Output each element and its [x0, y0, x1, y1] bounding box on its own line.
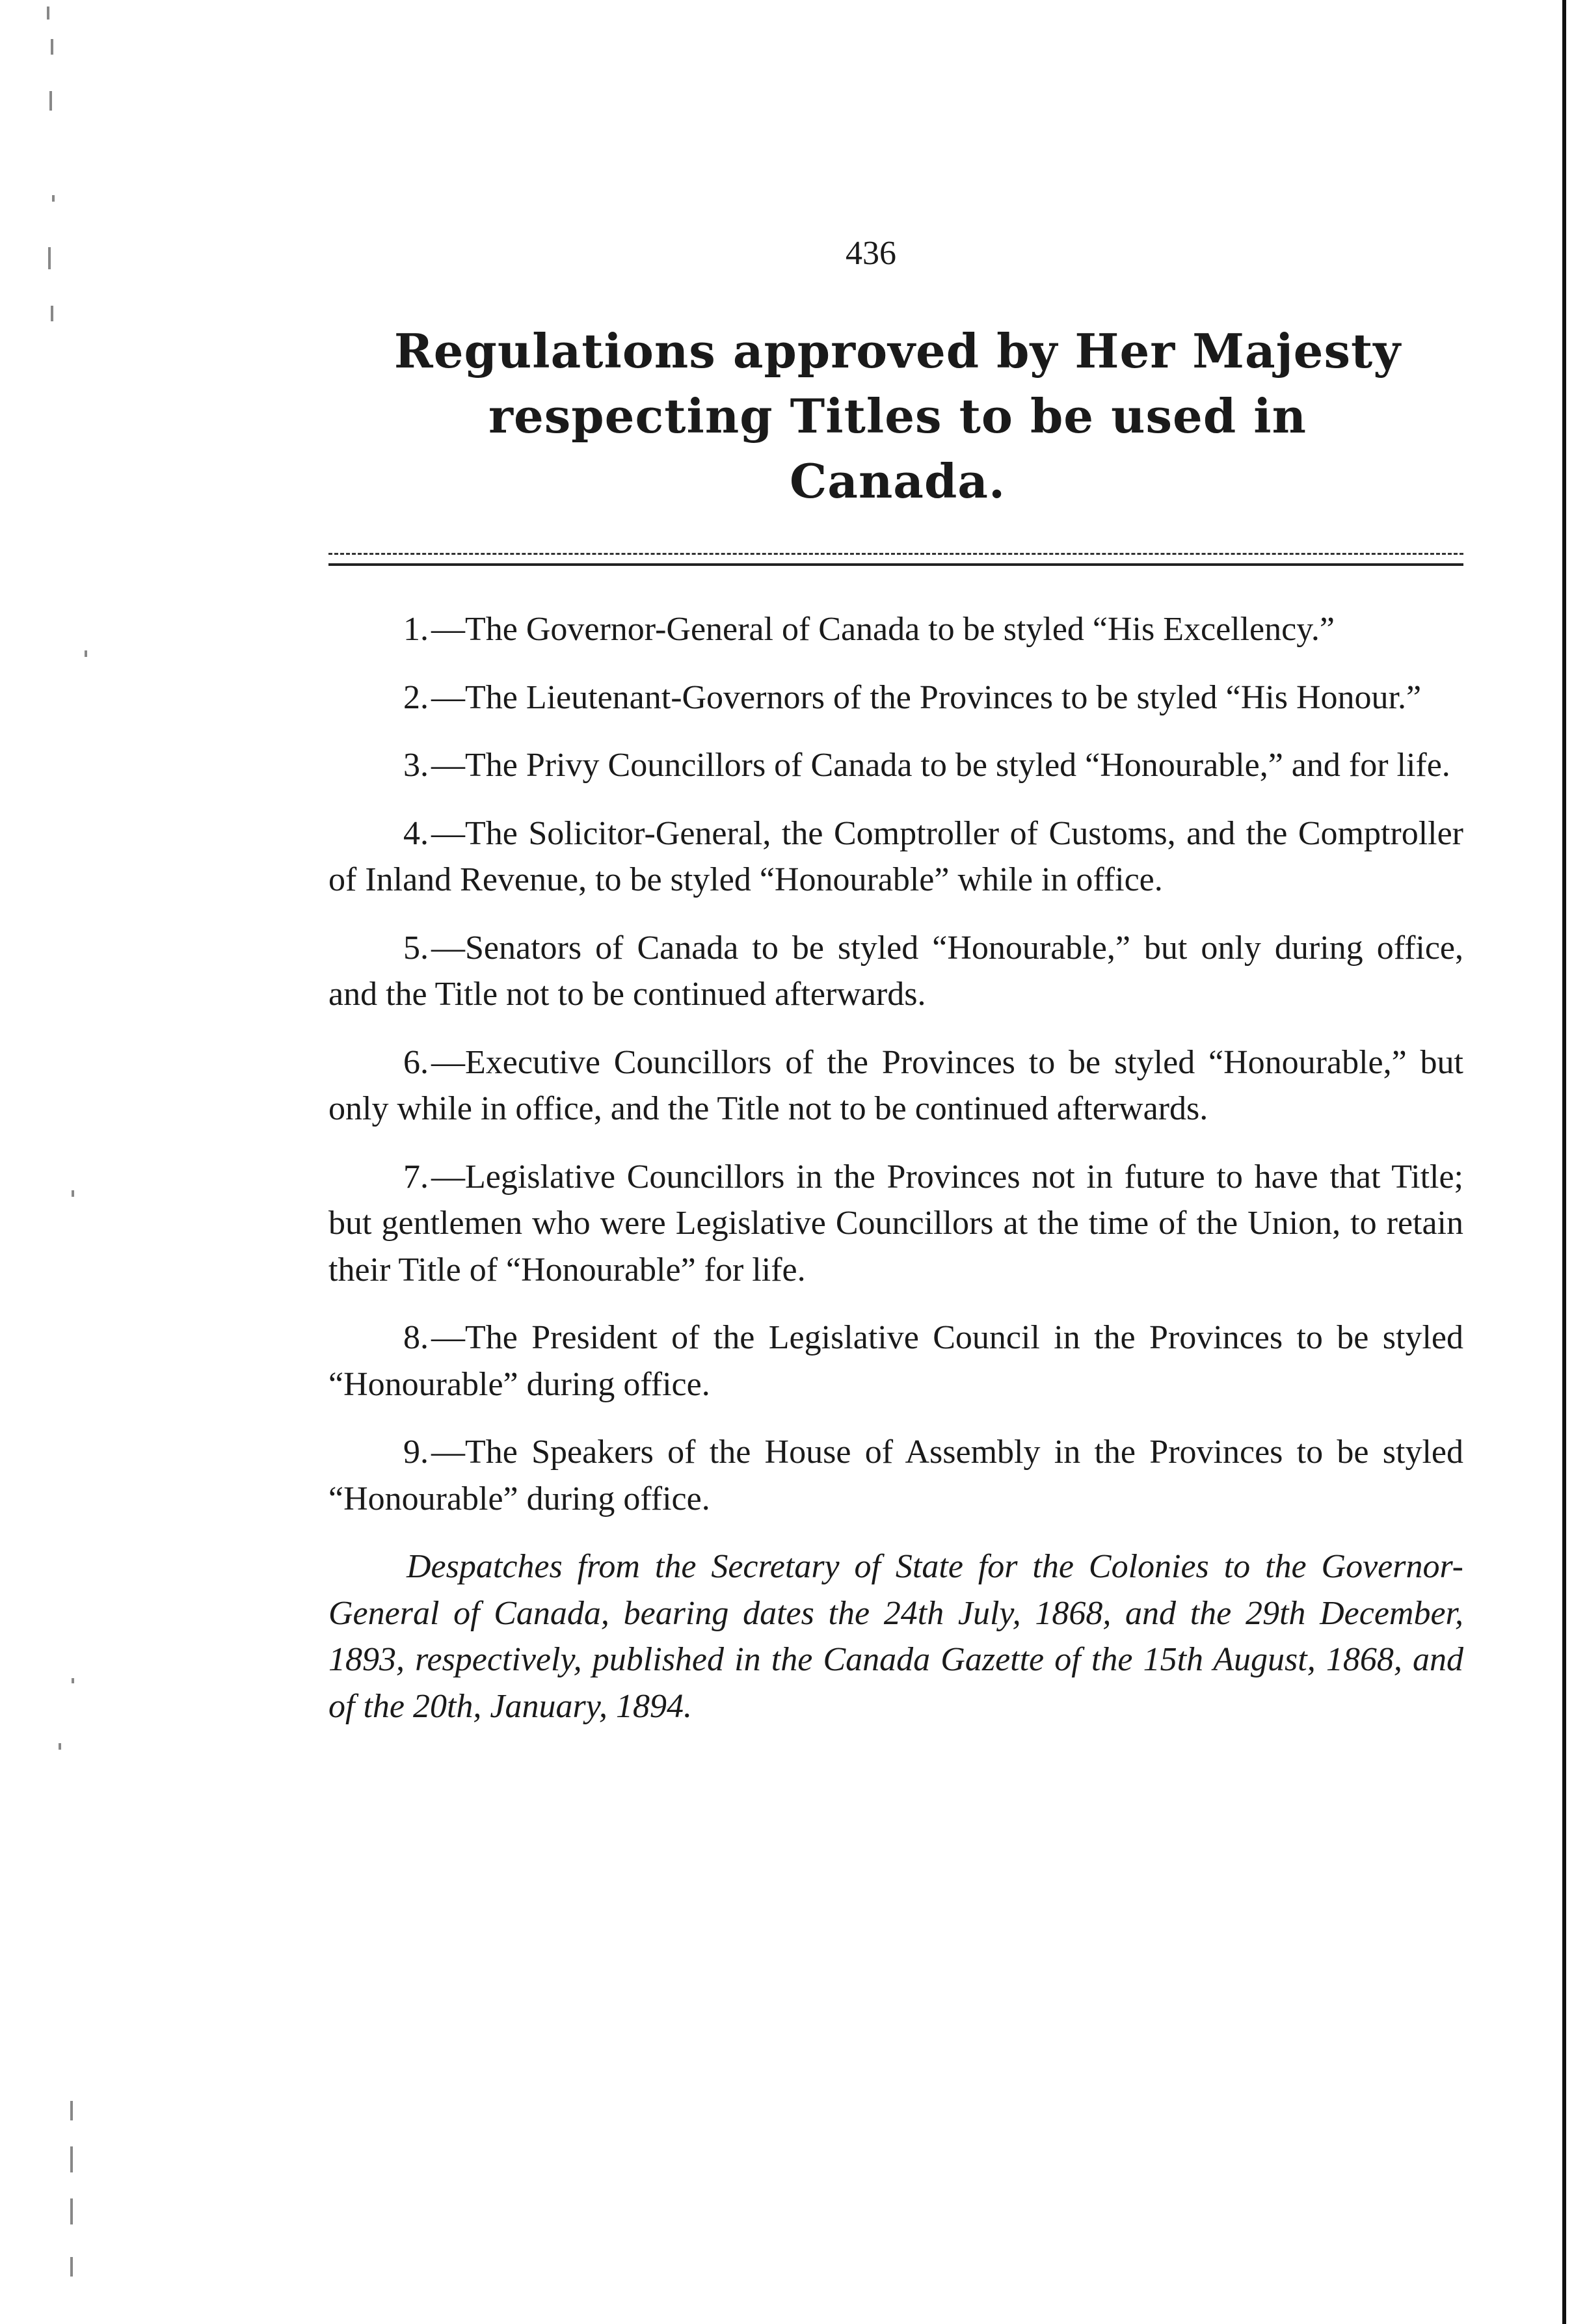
- regulation-number: 6.: [403, 1043, 429, 1081]
- scan-edge-line: [1562, 0, 1566, 2324]
- regulation-number: 7.: [403, 1158, 429, 1195]
- regulation-text: —The Privy Councillors of Canada to be styled “Honourable,” and for life.: [431, 747, 1450, 784]
- source-citation: Despatches from the Secretary of State for the Colonies to the Governor-General of Canada, bearing dates the 24th July, 1868, and the 29th December, 1893, respectively, published in the Canada Gazette of the 15th August, 1868, and of the 20th, January, 1894.: [328, 1548, 1463, 1725]
- title-line-1: Regulations approved by Her Majesty: [393, 323, 1402, 379]
- regulation-3: [328, 742, 1463, 789]
- regulation-number: 1.: [403, 611, 429, 648]
- regulation-text: —Executive Councillors of the Provinces to be styled “Honourable,” but only while in office, and the Title not to be continued afterwards.: [328, 1043, 1463, 1127]
- page-number: 436: [846, 235, 896, 272]
- title-line-3: Canada.: [789, 453, 1006, 509]
- regulation-5: [328, 925, 1463, 1018]
- regulation-7: [328, 1154, 1463, 1294]
- regulation-text: —Legislative Councillors in the Provinces not in future to have that Title; but gentlemen who were Legislative Councillors at the time of the Union, to retain their Title of “Honourable” for life.: [328, 1158, 1463, 1289]
- regulation-text: —The Governor-General of Canada to be styled “His Excellency.”: [431, 611, 1335, 648]
- regulation-4: [328, 810, 1463, 903]
- regulation-1: [328, 606, 1463, 653]
- regulation-9: [328, 1429, 1463, 1522]
- regulation-text: —The Speakers of the House of Assembly in the Provinces to be styled “Honourable” during office.: [328, 1434, 1463, 1517]
- regulation-text: —The Solicitor-General, the Comptroller of Customs, and the Comptroller of Inland Revenue, to be styled “Honourable” while in office.: [328, 814, 1463, 898]
- regulation-number: 9.: [403, 1434, 429, 1471]
- regulations-body: [328, 606, 1463, 1730]
- title-line-2: respecting Titles to be used in: [488, 388, 1307, 444]
- regulation-text: —The President of the Legislative Council in the Provinces to be styled “Honourable” during office.: [328, 1319, 1463, 1403]
- regulation-number: 3.: [403, 747, 429, 784]
- regulation-number: 4.: [403, 814, 429, 852]
- scan-margin-marks: [39, 0, 91, 2324]
- regulation-text: —Senators of Canada to be styled “Honourable,” but only during office, and the Title not to be continued afterwards.: [328, 929, 1463, 1013]
- regulation-2: [328, 674, 1463, 721]
- page-title: [328, 319, 1467, 514]
- regulation-number: 8.: [403, 1319, 429, 1356]
- regulation-8: [328, 1315, 1463, 1408]
- title-rule-dashed: [328, 553, 1463, 555]
- title-rule-solid: [328, 563, 1463, 566]
- regulation-6: [328, 1039, 1463, 1132]
- regulation-number: 2.: [403, 678, 429, 716]
- regulation-number: 5.: [403, 929, 429, 967]
- regulation-text: —The Lieutenant-Governors of the Provinces to be styled “His Honour.”: [431, 678, 1422, 716]
